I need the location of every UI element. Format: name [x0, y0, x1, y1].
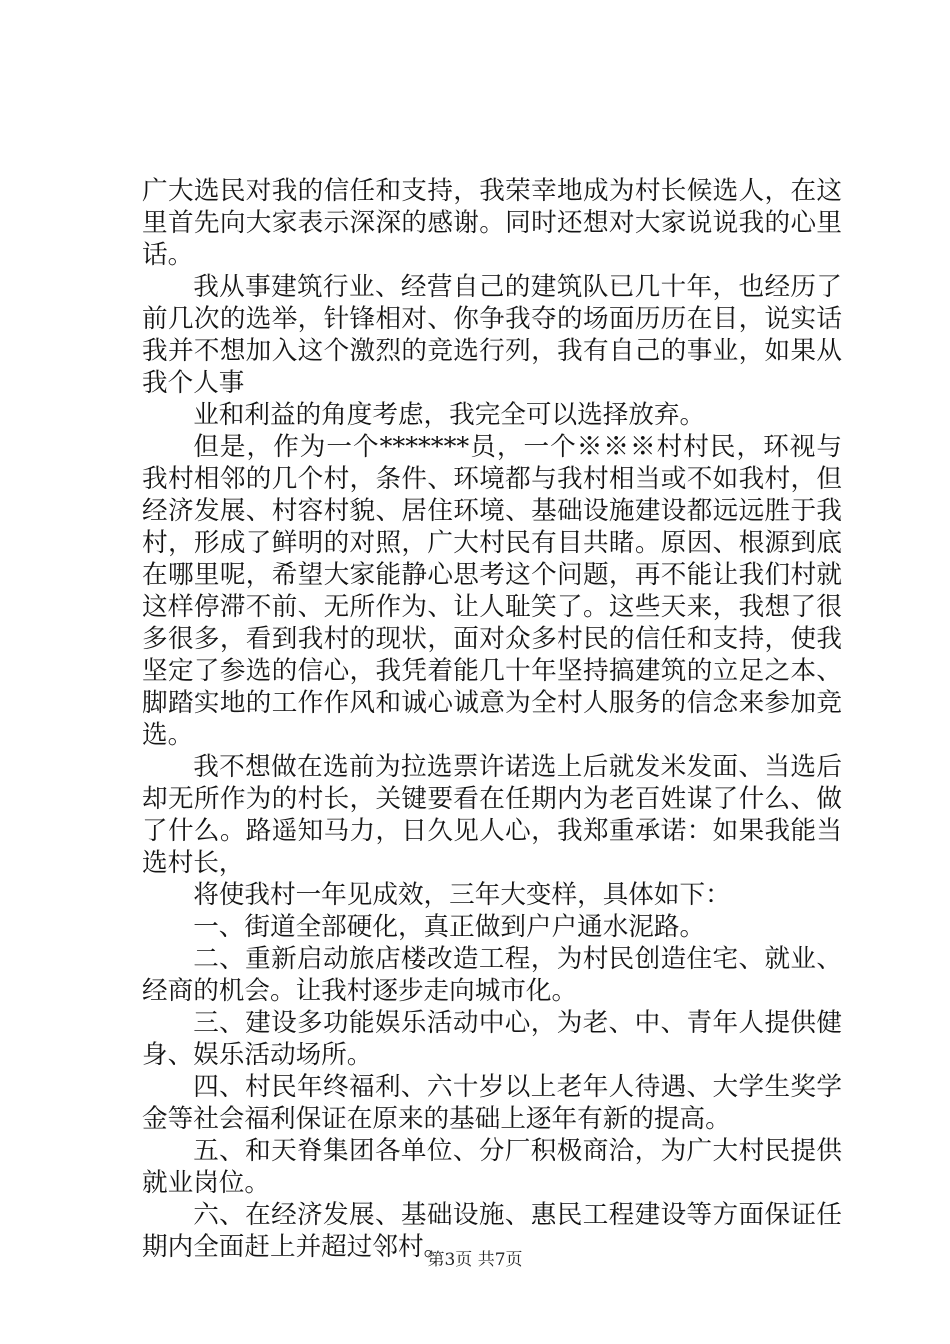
list-item-2: 二、重新启动旅店楼改造工程，为村民创造住宅、就业、经商的机会。让我村逐步走向城市化。 [142, 944, 842, 1006]
list-item-4: 四、村民年终福利、六十岁以上老年人待遇、大学生奖学金等社会福利保证在原来的基础上逐年有新的提高。 [142, 1072, 842, 1134]
list-item-1: 一、街道全部硬化，真正做到户户通水泥路。 [193, 912, 706, 942]
paragraph-3: 业和利益的角度考虑，我完全可以选择放弃。 [193, 400, 706, 430]
paragraph-1: 广大选民对我的信任和支持，我荣幸地成为村长候选人，在这里首先向大家表示深深的感谢。同时还想对大家说说我的心里话。 [142, 176, 842, 270]
paragraph-6: 将使我村一年见成效，三年大变样，具体如下： [193, 880, 731, 910]
paragraph-5: 我不想做在选前为拉选票许诺选上后就发米发面、当选后却无所作为的村长，关键要看在任期内为老百姓谋了什么、做了什么。路遥知马力，日久见人心，我郑重承诺：如果我能当选村长， [142, 752, 842, 878]
list-item-5: 五、和天脊集团各单位、分厂积极商洽，为广大村民提供就业岗位。 [142, 1136, 842, 1198]
list-item-3: 三、建设多功能娱乐活动中心，为老、中、青年人提供健身、娱乐活动场所。 [142, 1008, 842, 1070]
page-number-footer: 第3页 共7页 [427, 1250, 523, 1270]
list-item-6: 六、在经济发展、基础设施、惠民工程建设等方面保证任期内全面赶上并超过邻村。 [142, 1200, 842, 1262]
paragraph-2: 我从事建筑行业、经营自己的建筑队已几十年，也经历了前几次的选举，针锋相对、你争我夺的场面历历在目，说实话我并不想加入这个激烈的竞选行列，我有自己的事业，如果从我个人事 [142, 272, 842, 398]
paragraph-4: 但是，作为一个*******员，一个※※※村村民，环视与我村相邻的几个村，条件、环境都与我村相当或不如我村，但经济发展、村容村貌、居住环境、基础设施建设都远远胜于我村，形成了鲜明的对照，广大村民有目共睹。原因、根源到底在哪里呢，希望大家能静心思考这个问题，再不能让我们村就这样停滞不前、无所作为、让人耻笑了。这些天来，我想了很多很多，看到我村的现状，面对众多村民的信任和支持，使我坚定了参选的信心，我凭着能几十年坚持搞建筑的立足之本、脚踏实地的工作作风和诚心诚意为全村人服务的信念来参加竞选。 [142, 432, 842, 750]
body-text [142, 175, 842, 1263]
